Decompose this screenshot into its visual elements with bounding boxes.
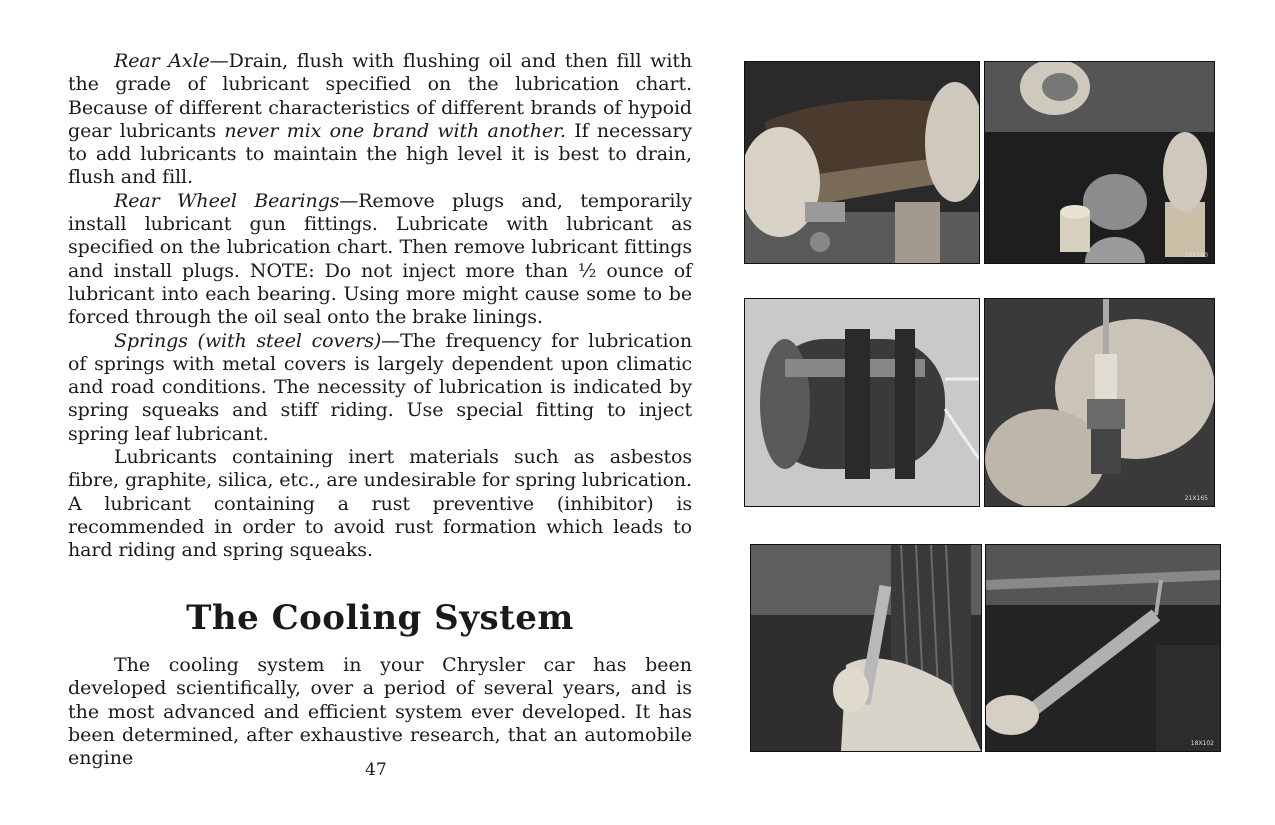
run-heading: Rear Wheel Bearings (114, 189, 340, 212)
paragraph-rear-axle (68, 50, 692, 190)
paragraph-lubricants (68, 446, 692, 562)
run-heading: Rear Axle (114, 50, 210, 72)
photo-spring-lubrication-left (750, 544, 982, 752)
run-text: Lubricants containing inert materials such as asbestos fibre, graphite, silica, etc., are undesirable for spring lubrication. A lubricant containing a rust preventive (inhibitor) is recommended in order to avoid rust formation which leads to hard riding and spring squeaks. (68, 446, 692, 562)
run-emphasis: never mix one brand with another. (224, 119, 566, 142)
section-title: The Cooling System (186, 598, 574, 638)
page-number: 47 (365, 760, 387, 780)
body-text (68, 50, 692, 563)
run-text: —Drain, flush with flushing oil and then fill with the grade of lubricant specified on the lubrication chart. Because of different characteristics of different brands of hypoid gear lubricants (68, 50, 692, 142)
photo-code: 21X165 (1184, 495, 1208, 502)
photo-spark-plug (984, 298, 1215, 507)
photo-brush-cleaning-terminals (744, 61, 980, 264)
paragraph-cooling-system: The cooling system in your Chrysler car has been developed scientifically, over a period of several years, and is the most advanced and efficient system ever developed. It has been determined, after exhaustive research, that an automobile engine (68, 654, 692, 770)
photo-battery-caps (984, 61, 1215, 264)
run-text: If necessary to add lubricants to maintain the high level it is best to drain, flush and fill. (68, 119, 693, 189)
paragraph-rear-wheel-bearings (68, 190, 692, 330)
run-text: —The frequency for lubrication of springs with metal covers is largely dependent upon climatic and road conditions. The necessity of lubrication is indicated by spring squeaks and stiff riding. Use special fitting to inject spring leaf lubricant. (68, 329, 692, 445)
photo-code: 18X102 (1190, 740, 1214, 747)
photo-spring-lubrication-right (985, 544, 1221, 752)
photo-ignition-coil (744, 298, 980, 507)
paragraph-springs (68, 330, 692, 446)
run-heading: Springs (with steel covers) (114, 329, 382, 352)
run-text: —Remove plugs and, temporarily install lubricant gun fittings. Lubricate with lubricant as specified on the lubrication chart. Then remove lubricant fittings and install plugs. NOTE: Do not inject more than ½ ounce of lubricant into each bearing. Using more might cause some to be forced through the oil seal onto the brake linings. (68, 189, 692, 329)
photo-code: 18X100 (1184, 252, 1208, 259)
